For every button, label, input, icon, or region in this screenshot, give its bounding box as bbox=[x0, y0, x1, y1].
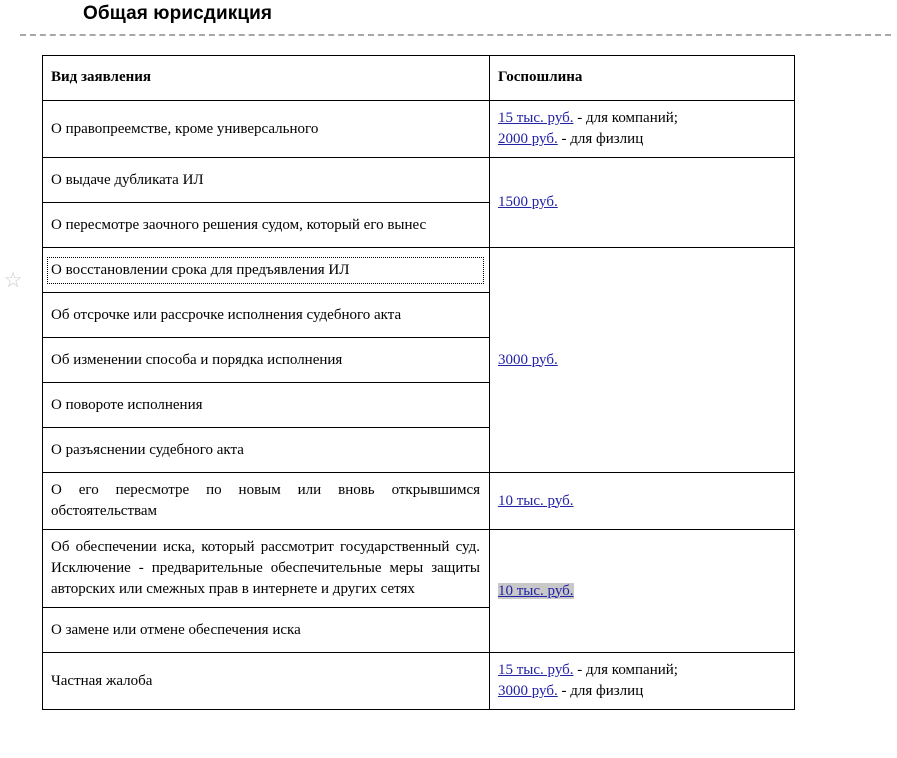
fee-amount-link[interactable]: 15 тыс. руб. bbox=[498, 110, 574, 126]
cell-application-kind[interactable] bbox=[43, 428, 490, 473]
fee-amount-link[interactable]: 1500 руб. bbox=[498, 194, 558, 210]
cell-text: Об изменении способа и порядка исполнения bbox=[51, 351, 343, 368]
cell-application-kind[interactable] bbox=[43, 158, 490, 203]
fee-amount-link[interactable]: 3000 руб. bbox=[498, 351, 558, 368]
table-row bbox=[43, 248, 795, 293]
cell-application-kind[interactable] bbox=[43, 608, 490, 653]
cell-text: О выдаче дубликата ИЛ bbox=[51, 171, 204, 188]
cell-application-kind[interactable] bbox=[43, 338, 490, 383]
cell-state-fee bbox=[490, 530, 795, 653]
cell-application-kind[interactable] bbox=[43, 383, 490, 428]
fee-line bbox=[498, 681, 785, 702]
table-row bbox=[43, 101, 795, 158]
fee-line bbox=[498, 660, 785, 681]
table-header-row bbox=[43, 56, 795, 101]
fee-line bbox=[498, 192, 785, 213]
cell-text: О разъяснении судебного акта bbox=[51, 441, 244, 458]
column-header-kind: Вид заявления bbox=[43, 56, 490, 101]
fee-line bbox=[498, 581, 785, 602]
fee-qualifier-text: - для физлиц bbox=[557, 131, 644, 147]
table-row bbox=[43, 653, 795, 710]
fee-line bbox=[498, 350, 785, 371]
table-row bbox=[43, 473, 795, 530]
cell-state-fee bbox=[490, 653, 795, 710]
fee-qualifier-text: - для физлиц bbox=[557, 683, 644, 699]
table-row bbox=[43, 530, 795, 608]
cell-application-kind[interactable] bbox=[43, 653, 490, 710]
fee-amount-link[interactable]: 2000 руб. bbox=[498, 131, 558, 147]
column-header-fee: Госпошлина bbox=[490, 56, 795, 101]
cell-application-kind[interactable] bbox=[43, 530, 490, 608]
page-title: Общая юрисдикция bbox=[83, 3, 273, 24]
fee-amount-link[interactable]: 3000 руб. bbox=[498, 683, 558, 699]
table-body bbox=[43, 101, 795, 710]
focused-cell-text: О восстановлении срока для предъявления ИЛ bbox=[47, 257, 484, 284]
fee-amount-link[interactable]: 10 тыс. руб. bbox=[498, 492, 574, 509]
cell-application-kind[interactable] bbox=[43, 293, 490, 338]
cell-state-fee bbox=[490, 101, 795, 158]
star-outline-icon[interactable]: ☆ bbox=[3, 268, 23, 292]
cell-text: Частная жалоба bbox=[51, 672, 153, 689]
fee-line bbox=[498, 129, 785, 150]
court-fee-table bbox=[42, 55, 795, 710]
table-row bbox=[43, 158, 795, 203]
cell-text: О повороте исполнения bbox=[51, 396, 203, 413]
fee-line bbox=[498, 491, 785, 512]
cell-application-kind[interactable] bbox=[43, 248, 490, 293]
cell-text: О его пересмотре по новым или вновь открывшимся обстоятельствам bbox=[51, 482, 480, 519]
cell-text: Об отсрочке или рассрочке исполнения судебного акта bbox=[51, 306, 402, 323]
fee-amount-link[interactable]: 10 тыс. руб. bbox=[498, 582, 574, 599]
cell-application-kind[interactable] bbox=[43, 203, 490, 248]
cell-state-fee bbox=[490, 248, 795, 473]
cell-text: О правопреемстве, кроме универсального bbox=[51, 120, 319, 137]
cell-application-kind[interactable] bbox=[43, 473, 490, 530]
cell-text: Об обеспечении иска, который рассмотрит государственный суд. Исключение - предварительные обеспечительные меры защиты авторских или смежных прав в интернете и других сетях bbox=[51, 539, 480, 597]
fee-qualifier-text: - для компаний; bbox=[573, 110, 678, 126]
fee-line bbox=[498, 108, 785, 129]
title-divider bbox=[20, 34, 891, 36]
cell-state-fee bbox=[490, 158, 795, 248]
cell-text: О пересмотре заочного решения судом, который его вынес bbox=[51, 216, 427, 233]
cell-application-kind[interactable] bbox=[43, 101, 490, 158]
fee-amount-link[interactable]: 15 тыс. руб. bbox=[498, 662, 574, 678]
cell-state-fee bbox=[490, 473, 795, 530]
cell-text: О замене или отмене обеспечения иска bbox=[51, 621, 301, 638]
fee-table-container bbox=[42, 55, 794, 710]
fee-qualifier-text: - для компаний; bbox=[573, 662, 678, 678]
